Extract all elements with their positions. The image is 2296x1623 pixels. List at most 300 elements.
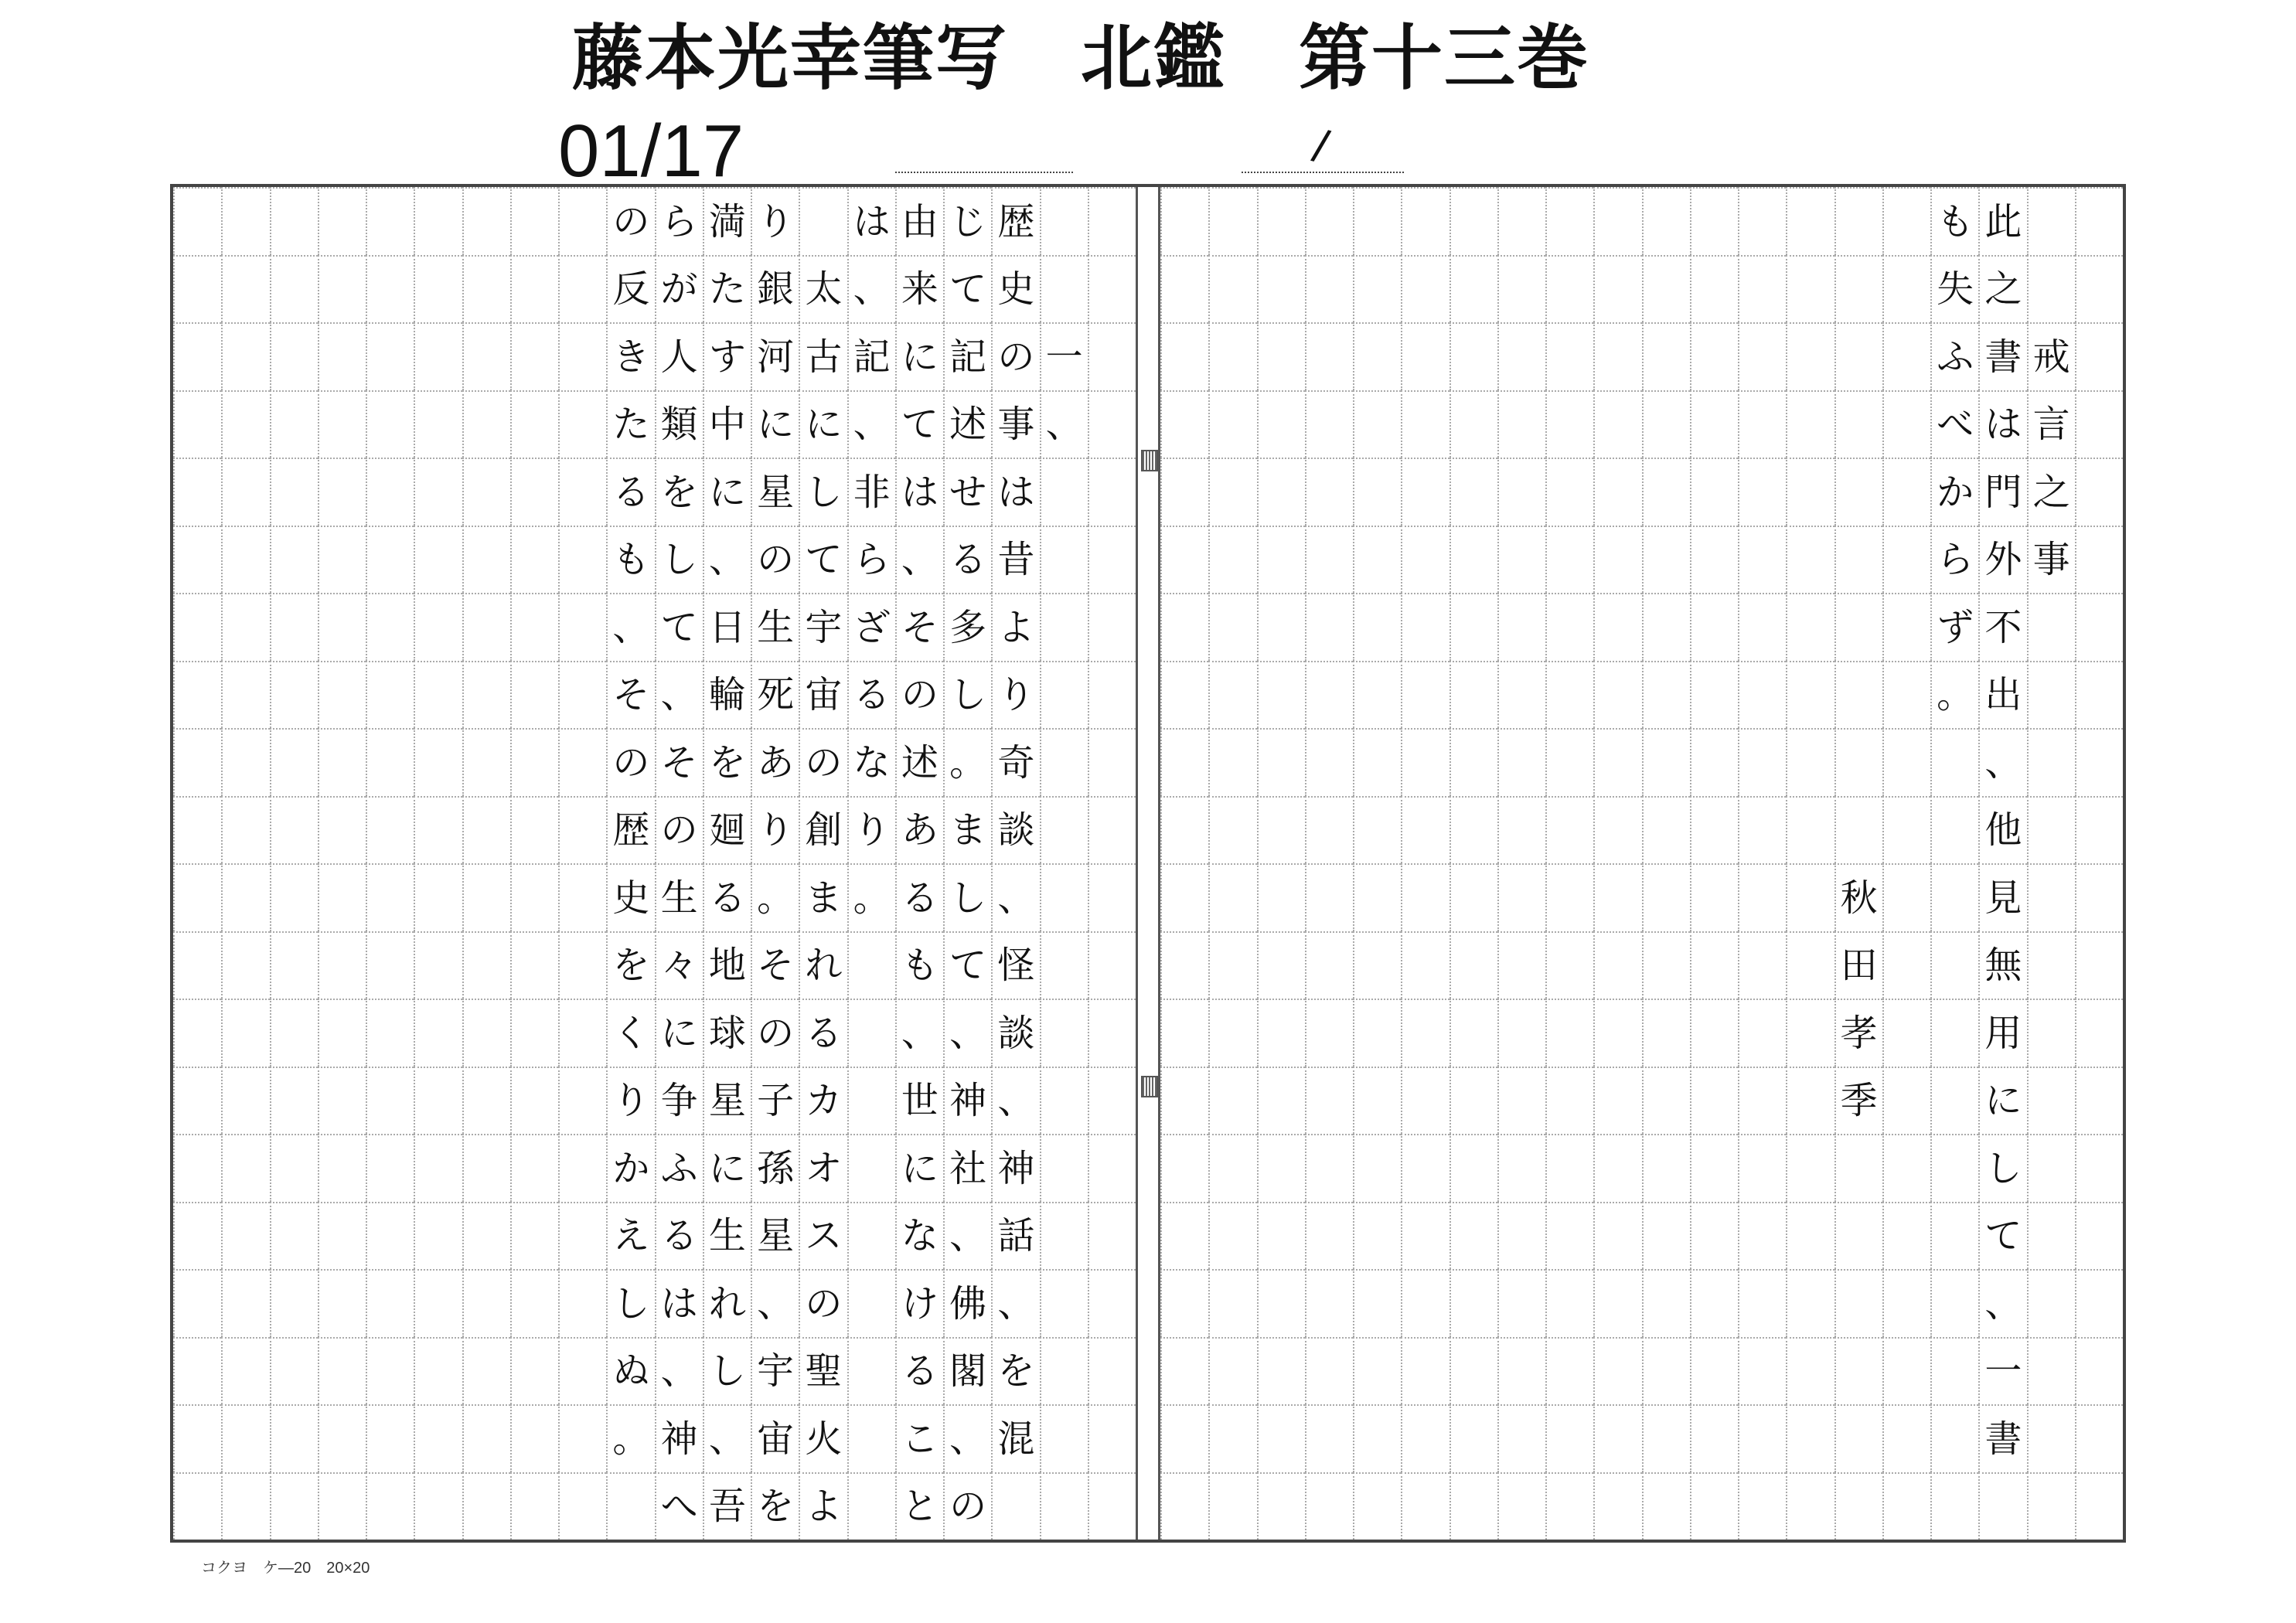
manuscript-cell bbox=[1882, 1067, 1930, 1135]
manuscript-column bbox=[1545, 187, 1593, 1540]
manuscript-cell bbox=[510, 1404, 558, 1472]
manuscript-cell bbox=[2027, 931, 2075, 999]
manuscript-cell bbox=[558, 526, 606, 594]
manuscript-cell: し bbox=[943, 661, 991, 729]
manuscript-cell bbox=[1930, 1134, 1978, 1202]
manuscript-cell bbox=[2027, 999, 2075, 1067]
manuscript-cell bbox=[1040, 255, 1088, 323]
manuscript-column bbox=[1257, 187, 1305, 1540]
manuscript-cell bbox=[2075, 728, 2123, 796]
manuscript-cell bbox=[1834, 796, 1882, 864]
manuscript-cell: 用 bbox=[1978, 999, 2026, 1067]
manuscript-cell bbox=[1040, 593, 1088, 661]
manuscript-cell: あ bbox=[895, 796, 943, 864]
manuscript-cell: に bbox=[703, 1134, 751, 1202]
manuscript-cell: 孝 bbox=[1834, 999, 1882, 1067]
manuscript-cell bbox=[318, 863, 366, 931]
manuscript-cell bbox=[173, 999, 221, 1067]
manuscript-cell bbox=[558, 1202, 606, 1270]
manuscript-cell: 史 bbox=[991, 255, 1039, 323]
manuscript-cell bbox=[1257, 390, 1305, 458]
manuscript-cell bbox=[1834, 187, 1882, 255]
manuscript-cell bbox=[1160, 661, 1208, 729]
manuscript-cell: か bbox=[1930, 458, 1978, 526]
manuscript-cell bbox=[1497, 1337, 1545, 1405]
manuscript-cell bbox=[1257, 593, 1305, 661]
manuscript-cell: せ bbox=[943, 458, 991, 526]
manuscript-cell bbox=[1834, 661, 1882, 729]
manuscript-cell bbox=[1690, 661, 1738, 729]
manuscript-cell bbox=[2027, 1269, 2075, 1337]
manuscript-column bbox=[318, 187, 366, 1540]
manuscript-cell bbox=[1593, 796, 1641, 864]
manuscript-cell bbox=[558, 322, 606, 390]
manuscript-cell bbox=[1208, 593, 1256, 661]
manuscript-cell bbox=[1257, 661, 1305, 729]
manuscript-cell bbox=[1257, 526, 1305, 594]
manuscript-cell: の bbox=[606, 187, 654, 255]
manuscript-column bbox=[1690, 187, 1738, 1540]
manuscript-cell: 戒 bbox=[2027, 322, 2075, 390]
manuscript-cell bbox=[1088, 1202, 1136, 1270]
manuscript-cell bbox=[1257, 1134, 1305, 1202]
manuscript-cell bbox=[1690, 728, 1738, 796]
manuscript-cell bbox=[414, 863, 462, 931]
manuscript-cell bbox=[1305, 1269, 1353, 1337]
manuscript-cell bbox=[1642, 187, 1690, 255]
manuscript-cell bbox=[1882, 863, 1930, 931]
manuscript-cell bbox=[1449, 661, 1497, 729]
manuscript-column bbox=[1088, 187, 1136, 1540]
manuscript-cell bbox=[1593, 661, 1641, 729]
manuscript-cell bbox=[1593, 999, 1641, 1067]
manuscript-cell bbox=[1401, 1134, 1449, 1202]
manuscript-cell bbox=[1497, 390, 1545, 458]
manuscript-cell bbox=[1088, 1404, 1136, 1472]
manuscript-cell bbox=[366, 322, 414, 390]
manuscript-cell bbox=[1593, 728, 1641, 796]
manuscript-column bbox=[1593, 187, 1641, 1540]
manuscript-cell: 太 bbox=[799, 255, 847, 323]
manuscript-cell: 反 bbox=[606, 255, 654, 323]
manuscript-cell bbox=[270, 796, 318, 864]
manuscript-cell: 、 bbox=[991, 863, 1039, 931]
manuscript-cell: 。 bbox=[606, 1404, 654, 1472]
manuscript-cell bbox=[1642, 661, 1690, 729]
manuscript-cell bbox=[1088, 458, 1136, 526]
manuscript-column bbox=[1160, 187, 1208, 1540]
manuscript-cell bbox=[1545, 999, 1593, 1067]
manuscript-cell bbox=[270, 1134, 318, 1202]
manuscript-cell bbox=[1449, 728, 1497, 796]
manuscript-cell bbox=[1545, 1472, 1593, 1540]
manuscript-cell bbox=[1642, 458, 1690, 526]
manuscript-cell bbox=[2075, 931, 2123, 999]
manuscript-cell bbox=[2075, 1269, 2123, 1337]
manuscript-cell: 廻 bbox=[703, 796, 751, 864]
manuscript-cell bbox=[173, 796, 221, 864]
manuscript-cell bbox=[173, 322, 221, 390]
manuscript-cell bbox=[510, 1134, 558, 1202]
manuscript-cell bbox=[1040, 458, 1088, 526]
manuscript-cell bbox=[1449, 593, 1497, 661]
manuscript-cell bbox=[2027, 1067, 2075, 1135]
manuscript-cell bbox=[1786, 1202, 1834, 1270]
manuscript-cell bbox=[318, 187, 366, 255]
manuscript-cell bbox=[221, 390, 269, 458]
manuscript-cell bbox=[1786, 255, 1834, 323]
manuscript-cell bbox=[414, 390, 462, 458]
manuscript-cell bbox=[1353, 728, 1401, 796]
manuscript-cell: 、 bbox=[655, 661, 703, 729]
manuscript-cell bbox=[1882, 999, 1930, 1067]
manuscript-cell bbox=[1040, 796, 1088, 864]
manuscript-cell bbox=[2075, 526, 2123, 594]
manuscript-cell bbox=[1257, 1472, 1305, 1540]
manuscript-cell bbox=[1449, 1134, 1497, 1202]
manuscript-cell bbox=[1401, 728, 1449, 796]
manuscript-cell bbox=[1882, 1202, 1930, 1270]
manuscript-cell bbox=[1545, 458, 1593, 526]
manuscript-cell: の bbox=[655, 796, 703, 864]
manuscript-cell bbox=[173, 593, 221, 661]
manuscript-cell bbox=[1642, 1269, 1690, 1337]
manuscript-cell bbox=[1208, 255, 1256, 323]
manuscript-column bbox=[1353, 187, 1401, 1540]
manuscript-cell bbox=[1160, 593, 1208, 661]
manuscript-cell bbox=[799, 187, 847, 255]
manuscript-column bbox=[1930, 187, 1978, 1540]
manuscript-cell bbox=[1257, 1202, 1305, 1270]
manuscript-cell bbox=[1449, 322, 1497, 390]
manuscript-cell: れ bbox=[703, 1269, 751, 1337]
manuscript-cell bbox=[1160, 796, 1208, 864]
manuscript-cell bbox=[558, 931, 606, 999]
manuscript-sheet bbox=[170, 184, 2126, 1543]
manuscript-cell: 社 bbox=[943, 1134, 991, 1202]
manuscript-cell bbox=[1690, 796, 1738, 864]
manuscript-cell: ら bbox=[655, 187, 703, 255]
manuscript-cell bbox=[510, 390, 558, 458]
manuscript-cell: 、 bbox=[1040, 390, 1088, 458]
manuscript-cell bbox=[1208, 390, 1256, 458]
manuscript-cell bbox=[1545, 1202, 1593, 1270]
manuscript-cell bbox=[558, 1134, 606, 1202]
manuscript-cell: 此 bbox=[1978, 187, 2026, 255]
manuscript-cell bbox=[1593, 255, 1641, 323]
manuscript-cell bbox=[1593, 931, 1641, 999]
manuscript-cell bbox=[1690, 1067, 1738, 1135]
manuscript-cell: を bbox=[655, 458, 703, 526]
manuscript-cell bbox=[558, 1269, 606, 1337]
manuscript-cell: る bbox=[703, 863, 751, 931]
manuscript-cell bbox=[1642, 526, 1690, 594]
manuscript-cell: 、 bbox=[991, 1067, 1039, 1135]
manuscript-cell: 神 bbox=[655, 1404, 703, 1472]
manuscript-cell bbox=[1257, 728, 1305, 796]
manuscript-cell bbox=[462, 1337, 510, 1405]
manuscript-cell bbox=[270, 390, 318, 458]
manuscript-cell: 人 bbox=[655, 322, 703, 390]
manuscript-cell bbox=[1834, 390, 1882, 458]
manuscript-cell bbox=[1738, 728, 1786, 796]
manuscript-cell bbox=[1786, 1337, 1834, 1405]
manuscript-cell: 外 bbox=[1978, 526, 2026, 594]
manuscript-cell bbox=[1882, 1404, 1930, 1472]
manuscript-column bbox=[221, 187, 269, 1540]
manuscript-cell: る bbox=[847, 661, 895, 729]
manuscript-cell bbox=[2075, 1404, 2123, 1472]
manuscript-cell: 河 bbox=[751, 322, 799, 390]
manuscript-cell bbox=[2027, 863, 2075, 931]
manuscript-cell bbox=[1834, 593, 1882, 661]
manuscript-cell: あ bbox=[751, 728, 799, 796]
manuscript-cell bbox=[1305, 1067, 1353, 1135]
manuscript-cell bbox=[1088, 390, 1136, 458]
manuscript-cell bbox=[558, 255, 606, 323]
manuscript-cell bbox=[1160, 526, 1208, 594]
manuscript-cell bbox=[1040, 1134, 1088, 1202]
manuscript-cell bbox=[1160, 728, 1208, 796]
manuscript-cell bbox=[1449, 1337, 1497, 1405]
manuscript-cell bbox=[270, 728, 318, 796]
manuscript-cell: 、 bbox=[1978, 728, 2026, 796]
manuscript-cell: 失 bbox=[1930, 255, 1978, 323]
manuscript-cell bbox=[1401, 322, 1449, 390]
manuscript-cell bbox=[1305, 187, 1353, 255]
manuscript-cell bbox=[1160, 390, 1208, 458]
manuscript-cell: 星 bbox=[751, 1202, 799, 1270]
manuscript-cell: の bbox=[751, 526, 799, 594]
manuscript-cell bbox=[366, 728, 414, 796]
manuscript-cell: た bbox=[703, 255, 751, 323]
manuscript-cell bbox=[414, 999, 462, 1067]
manuscript-cell bbox=[1882, 1472, 1930, 1540]
manuscript-cell bbox=[1449, 796, 1497, 864]
manuscript-cell: ふ bbox=[655, 1134, 703, 1202]
manuscript-cell: よ bbox=[799, 1472, 847, 1540]
manuscript-cell bbox=[1353, 255, 1401, 323]
manuscript-cell: に bbox=[1978, 1067, 2026, 1135]
manuscript-cell bbox=[1738, 863, 1786, 931]
manuscript-cell bbox=[558, 187, 606, 255]
manuscript-cell bbox=[1160, 863, 1208, 931]
manuscript-cell: 怪 bbox=[991, 931, 1039, 999]
manuscript-cell bbox=[462, 1202, 510, 1270]
manuscript-cell: に bbox=[895, 322, 943, 390]
manuscript-cell bbox=[1449, 390, 1497, 458]
manuscript-cell bbox=[414, 1269, 462, 1337]
manuscript-cell bbox=[1834, 1269, 1882, 1337]
manuscript-cell: 星 bbox=[751, 458, 799, 526]
manuscript-cell bbox=[1882, 322, 1930, 390]
manuscript-cell bbox=[1257, 458, 1305, 526]
manuscript-cell: 宇 bbox=[799, 593, 847, 661]
manuscript-cell bbox=[270, 1404, 318, 1472]
manuscript-cell bbox=[1593, 322, 1641, 390]
manuscript-column bbox=[173, 187, 221, 1540]
manuscript-cell bbox=[462, 1067, 510, 1135]
manuscript-cell bbox=[1690, 458, 1738, 526]
manuscript-cell: 輪 bbox=[703, 661, 751, 729]
manuscript-cell bbox=[1353, 390, 1401, 458]
manuscript-cell bbox=[1305, 390, 1353, 458]
manuscript-cell bbox=[847, 931, 895, 999]
manuscript-cell bbox=[1401, 1067, 1449, 1135]
manuscript-cell bbox=[1305, 931, 1353, 999]
manuscript-cell bbox=[1160, 1202, 1208, 1270]
manuscript-cell bbox=[1040, 661, 1088, 729]
manuscript-cell bbox=[173, 1067, 221, 1135]
manuscript-cell bbox=[1088, 999, 1136, 1067]
manuscript-cell bbox=[1690, 863, 1738, 931]
manuscript-column bbox=[510, 187, 558, 1540]
manuscript-cell bbox=[510, 255, 558, 323]
manuscript-cell bbox=[847, 1337, 895, 1405]
manuscript-cell bbox=[173, 255, 221, 323]
manuscript-cell bbox=[1353, 1134, 1401, 1202]
manuscript-cell bbox=[1545, 1269, 1593, 1337]
manuscript-cell bbox=[2075, 1202, 2123, 1270]
manuscript-cell: て bbox=[943, 255, 991, 323]
manuscript-cell bbox=[1353, 999, 1401, 1067]
manuscript-cell bbox=[1208, 1269, 1256, 1337]
manuscript-cell: を bbox=[751, 1472, 799, 1540]
manuscript-cell bbox=[1257, 1067, 1305, 1135]
manuscript-cell bbox=[1545, 187, 1593, 255]
manuscript-cell bbox=[1593, 390, 1641, 458]
manuscript-cell bbox=[462, 187, 510, 255]
manuscript-cell bbox=[1642, 1337, 1690, 1405]
manuscript-cell bbox=[1593, 1067, 1641, 1135]
manuscript-cell bbox=[318, 322, 366, 390]
manuscript-cell: 生 bbox=[751, 593, 799, 661]
manuscript-cell bbox=[1160, 1269, 1208, 1337]
manuscript-cell bbox=[1497, 1472, 1545, 1540]
manuscript-cell bbox=[1738, 458, 1786, 526]
manuscript-cell bbox=[1208, 931, 1256, 999]
manuscript-cell bbox=[462, 1472, 510, 1540]
manuscript-cell bbox=[1690, 187, 1738, 255]
manuscript-cell: て bbox=[655, 593, 703, 661]
manuscript-cell bbox=[510, 661, 558, 729]
manuscript-cell bbox=[1930, 999, 1978, 1067]
manuscript-cell bbox=[1401, 931, 1449, 999]
manuscript-cell: を bbox=[703, 728, 751, 796]
manuscript-cell: の bbox=[799, 728, 847, 796]
manuscript-cell bbox=[558, 458, 606, 526]
manuscript-cell: る bbox=[895, 1337, 943, 1405]
manuscript-cell: は bbox=[991, 458, 1039, 526]
manuscript-cell bbox=[1786, 1472, 1834, 1540]
manuscript-cell: の bbox=[799, 1269, 847, 1337]
manuscript-cell bbox=[1834, 1337, 1882, 1405]
manuscript-cell: 非 bbox=[847, 458, 895, 526]
manuscript-cell bbox=[221, 1269, 269, 1337]
manuscript-cell bbox=[1208, 1337, 1256, 1405]
manuscript-cell bbox=[1497, 796, 1545, 864]
manuscript-cell bbox=[2075, 796, 2123, 864]
manuscript-cell: 一 bbox=[1978, 1337, 2026, 1405]
manuscript-cell bbox=[1401, 863, 1449, 931]
manuscript-cell bbox=[1930, 1269, 1978, 1337]
manuscript-cell: 述 bbox=[943, 390, 991, 458]
manuscript-cell bbox=[1208, 322, 1256, 390]
manuscript-cell: 聖 bbox=[799, 1337, 847, 1405]
manuscript-cell bbox=[1882, 728, 1930, 796]
manuscript-cell bbox=[221, 796, 269, 864]
manuscript-cell bbox=[414, 661, 462, 729]
manuscript-cell bbox=[318, 661, 366, 729]
manuscript-cell: る bbox=[606, 458, 654, 526]
manuscript-cell bbox=[1930, 1404, 1978, 1472]
manuscript-cell: ふ bbox=[1930, 322, 1978, 390]
manuscript-cell bbox=[1208, 863, 1256, 931]
manuscript-column bbox=[462, 187, 510, 1540]
manuscript-cell bbox=[1401, 1269, 1449, 1337]
manuscript-cell bbox=[1497, 255, 1545, 323]
manuscript-cell bbox=[1882, 255, 1930, 323]
manuscript-cell bbox=[366, 526, 414, 594]
manuscript-cell bbox=[173, 458, 221, 526]
manuscript-cell: 歴 bbox=[606, 796, 654, 864]
manuscript-cell bbox=[1690, 999, 1738, 1067]
manuscript-cell bbox=[318, 1202, 366, 1270]
manuscript-cell bbox=[847, 1404, 895, 1472]
manuscript-cell bbox=[1257, 1404, 1305, 1472]
manuscript-column bbox=[606, 187, 654, 1540]
manuscript-column bbox=[1786, 187, 1834, 1540]
manuscript-cell bbox=[173, 1337, 221, 1405]
manuscript-cell: 記 bbox=[943, 322, 991, 390]
manuscript-cell: 話 bbox=[991, 1202, 1039, 1270]
manuscript-cell bbox=[2075, 863, 2123, 931]
manuscript-cell: 宇 bbox=[751, 1337, 799, 1405]
manuscript-cell bbox=[1545, 1134, 1593, 1202]
manuscript-cell bbox=[1040, 187, 1088, 255]
manuscript-cell bbox=[1401, 593, 1449, 661]
manuscript-cell bbox=[270, 1067, 318, 1135]
manuscript-cell bbox=[1353, 863, 1401, 931]
manuscript-cell bbox=[1593, 1472, 1641, 1540]
manuscript-cell bbox=[1738, 593, 1786, 661]
manuscript-cell bbox=[1786, 1134, 1834, 1202]
manuscript-cell bbox=[1160, 1404, 1208, 1472]
manuscript-cell: て bbox=[943, 931, 991, 999]
manuscript-cell bbox=[366, 390, 414, 458]
manuscript-cell: け bbox=[895, 1269, 943, 1337]
manuscript-cell bbox=[2027, 255, 2075, 323]
manuscript-cell bbox=[1088, 1472, 1136, 1540]
manuscript-cell bbox=[1160, 931, 1208, 999]
manuscript-cell bbox=[1642, 999, 1690, 1067]
manuscript-cell bbox=[414, 728, 462, 796]
manuscript-cell: 之 bbox=[2027, 458, 2075, 526]
manuscript-cell: 混 bbox=[991, 1404, 1039, 1472]
manuscript-cell bbox=[1738, 322, 1786, 390]
manuscript-cell: 記 bbox=[847, 322, 895, 390]
manuscript-cell bbox=[1882, 390, 1930, 458]
manuscript-cell: に bbox=[799, 390, 847, 458]
manuscript-cell bbox=[1545, 526, 1593, 594]
manuscript-cell bbox=[558, 999, 606, 1067]
manuscript-cell bbox=[1642, 1134, 1690, 1202]
manuscript-cell bbox=[1593, 187, 1641, 255]
manuscript-column bbox=[1497, 187, 1545, 1540]
manuscript-cell bbox=[1353, 1472, 1401, 1540]
manuscript-cell bbox=[1040, 1067, 1088, 1135]
manuscript-cell bbox=[1208, 1404, 1256, 1472]
